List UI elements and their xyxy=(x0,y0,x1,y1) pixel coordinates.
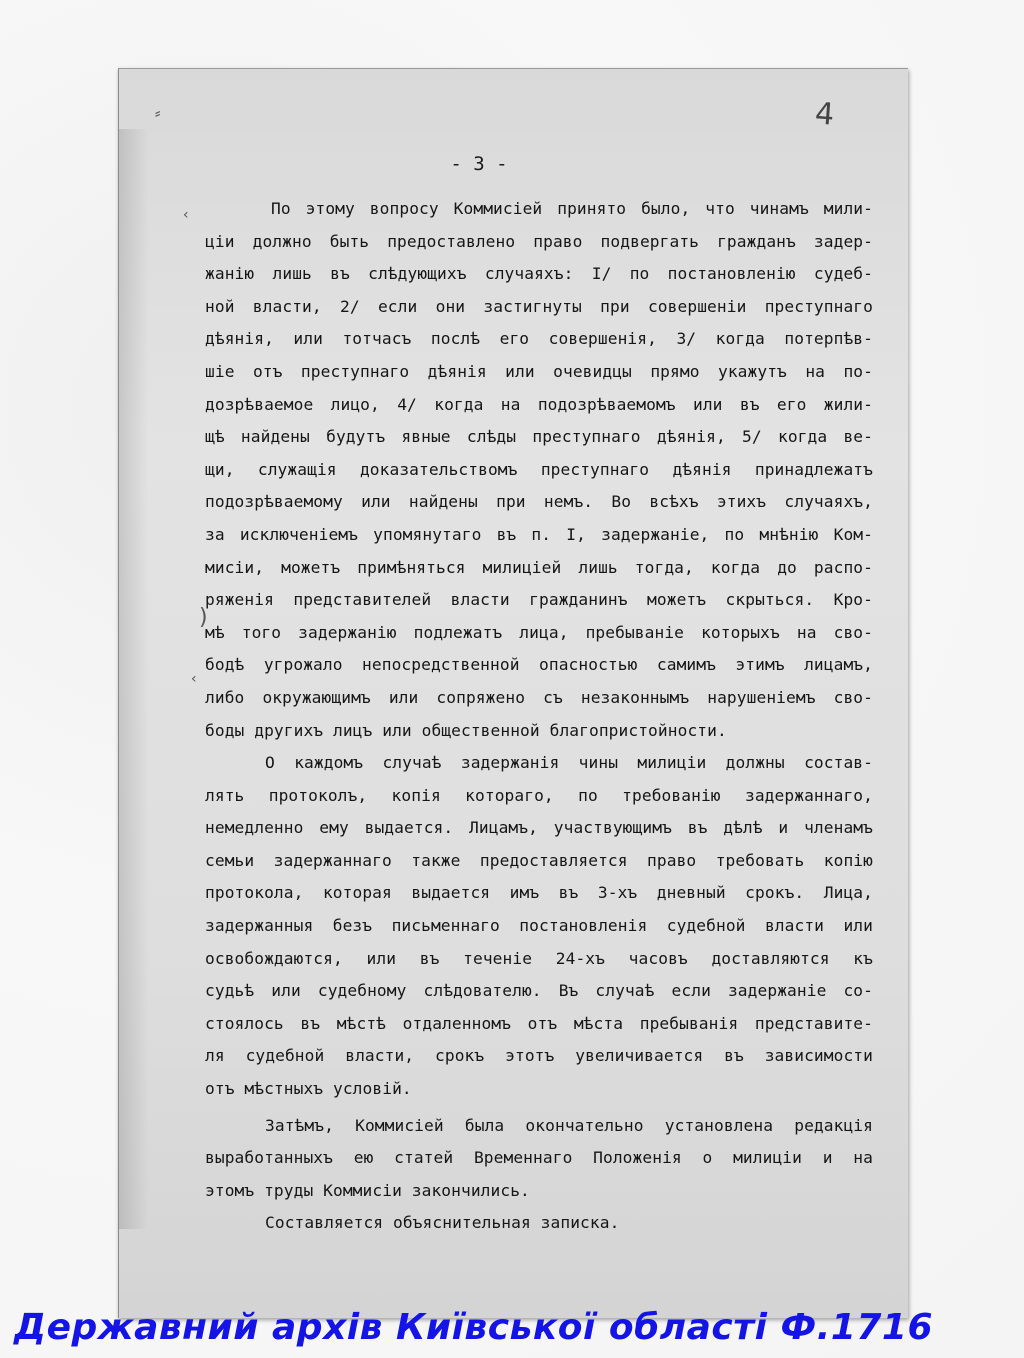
margin-tick-icon: ‹ xyxy=(191,671,197,687)
text-line: ряженiя представителей власти гражданинъ можетъ скрыться. Кро- xyxy=(205,590,873,610)
margin-mark-icon: ⸗ xyxy=(155,103,161,122)
text-line: семьи задержаннаго также предоставляется право требовать копiю xyxy=(205,850,873,870)
page-fold-shadow xyxy=(119,129,149,1229)
text-line: немедленно ему выдается. Лицамъ, участвующимъ въ дѣлѣ и членамъ xyxy=(205,818,873,838)
text-line: стоялось въ мѣстѣ отдаленномъ отъ мѣста пребыванiя представите- xyxy=(205,1013,873,1033)
text-line: выработанныхъ ею статей Временнаго Положенiя о милицiи и на xyxy=(205,1148,873,1168)
text-line: цiи должно быть предоставлено право подвергать гражданъ задер- xyxy=(205,231,873,251)
page-number: - 3 - xyxy=(450,153,508,175)
text-line: этомъ труды Коммисiи закончились. xyxy=(205,1180,530,1200)
handwritten-folio-number: 4 xyxy=(813,96,834,133)
text-line: Затѣмъ, Коммисiей была окончательно установлена редакцiя xyxy=(265,1115,873,1135)
paragraph-2 xyxy=(205,747,873,1106)
text-line: По этому вопросу Коммисiей принято было, что чинамъ мили- xyxy=(271,199,873,218)
text-line: ля судебной власти, срокъ этотъ увеличивается въ зависимости xyxy=(205,1046,873,1066)
text-line: протокола, которая выдается имъ въ 3-хъ дневный срокъ. Лица, xyxy=(205,883,873,903)
archive-caption: Державний архів Київської області Ф.1716 xyxy=(14,1307,934,1348)
text-line: задержанныя безъ письменнаго постановленiя судебной власти или xyxy=(205,916,873,936)
document-body xyxy=(205,193,873,1240)
document-page xyxy=(118,68,908,1318)
paragraph-4 xyxy=(205,1207,873,1240)
text-line: шiе отъ преступнаго дѣянiя или очевидцы прямо укажутъ на по- xyxy=(205,361,873,381)
margin-tick-icon: ‹ xyxy=(183,207,189,223)
text-line: судьѣ или судебному слѣдователю. Въ случаѣ если задержанiе со- xyxy=(205,981,873,1001)
paragraph-3 xyxy=(205,1110,873,1208)
margin-bracket-icon: ) xyxy=(199,605,208,630)
text-line: боды другихъ лицъ или общественной благопристойности. xyxy=(205,720,727,740)
text-line: дѣянiя, или тотчасъ послѣ его совершенiя, 3/ когда потерпѣв- xyxy=(205,329,873,349)
text-line: щѣ найдены будутъ явные слѣды преступнаго дѣянiя, 5/ когда ве- xyxy=(205,427,873,447)
text-line: жанiю лишь въ слѣдующихъ случаяхъ: I/ по постановленiю судеб- xyxy=(205,264,873,284)
text-line: за исключенiемъ упомянутаго въ п. I, задержанiе, по мнѣнiю Ком- xyxy=(205,524,873,544)
text-line: мисiи, можетъ примѣняться милицiей лишь тогда, когда до распо- xyxy=(205,557,873,577)
text-line: О каждомъ случаѣ задержанiя чины милицiи должны состав- xyxy=(265,753,873,773)
text-line: либо окружающимъ или сопряжено съ незаконнымъ нарушенiемъ сво- xyxy=(205,687,873,707)
text-line: подозрѣваемому или найдены при немъ. Во всѣхъ этихъ случаяхъ, xyxy=(205,492,873,512)
text-line: отъ мѣстныхъ условiй. xyxy=(205,1079,412,1099)
text-line: бодѣ угрожало непосредственной опасностью самимъ этимъ лицамъ, xyxy=(205,655,873,675)
text-line: Составляется объяснительная записка. xyxy=(265,1213,620,1233)
text-line: освобождаются, или въ теченiе 24-хъ часовъ доставляются къ xyxy=(205,948,873,968)
text-line: щи, служащiя доказательствомъ преступнаго дѣянiя принадлежатъ xyxy=(205,459,873,479)
text-line: лять протоколъ, копiя котораго, по требованiю задержаннаго, xyxy=(205,785,873,805)
text-line: мѣ того задержанiю подлежатъ лица, пребыванiе которыхъ на сво- xyxy=(205,622,873,642)
text-line: дозрѣваемое лицо, 4/ когда на подозрѣваемомъ или въ его жили- xyxy=(205,394,873,414)
text-line: ной власти, 2/ если они застигнуты при совершенiи преступнаго xyxy=(205,296,873,316)
paragraph-1 xyxy=(205,193,873,747)
